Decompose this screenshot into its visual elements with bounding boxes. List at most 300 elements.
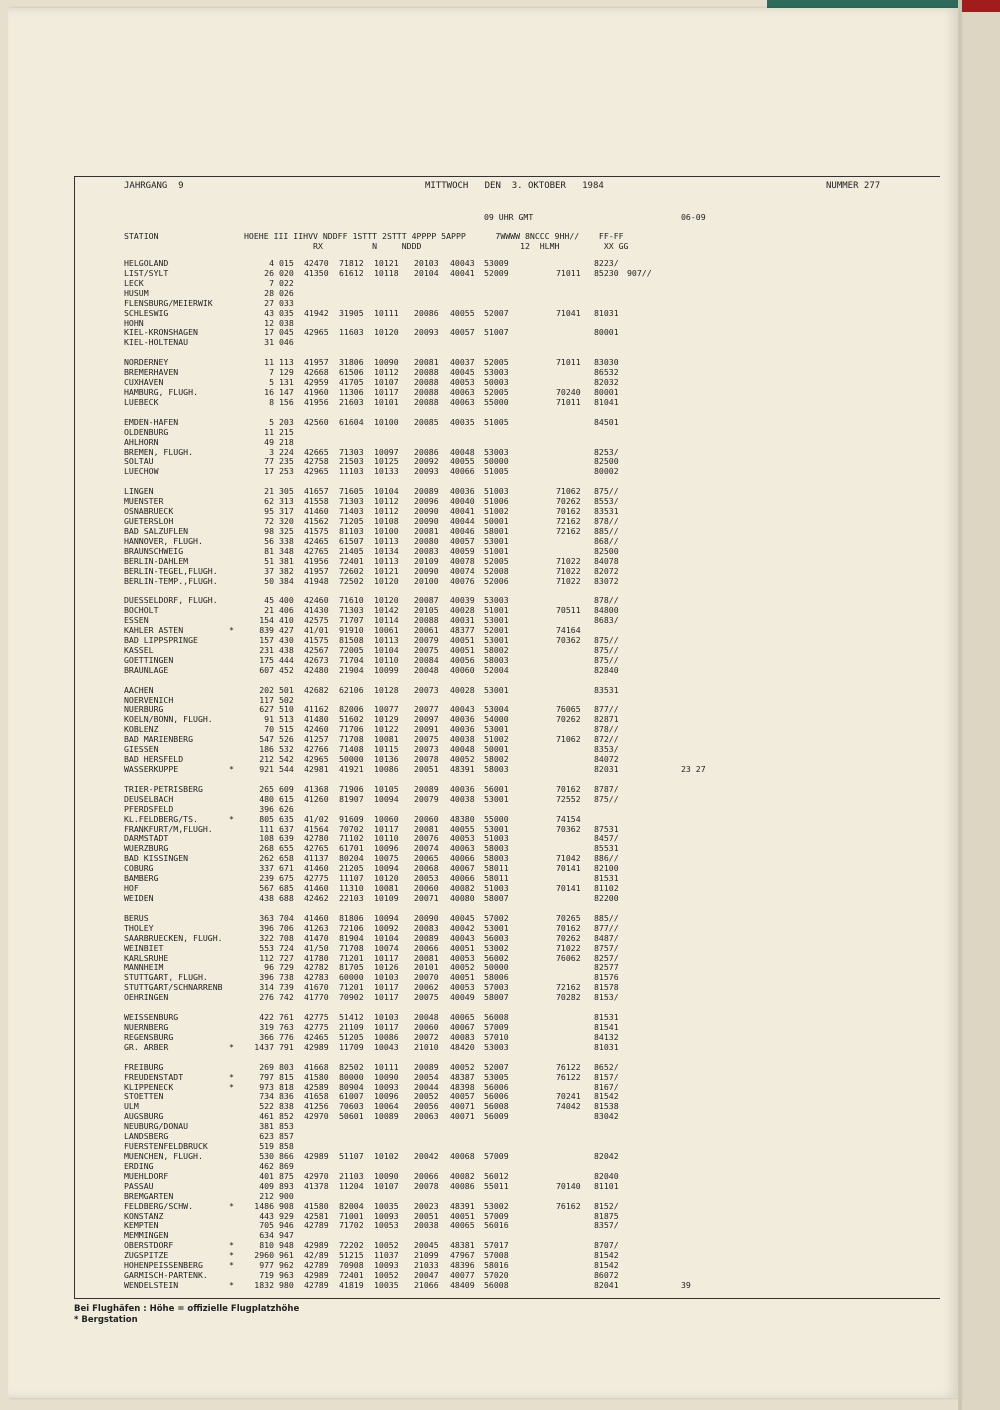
pressure-group: 40076 (450, 575, 475, 586)
station-name: BAD MARIENBERG (124, 734, 194, 745)
dewpoint-group: 20088 (414, 367, 439, 378)
dewpoint-group: 20075 (414, 734, 439, 745)
station-height: 553 (259, 942, 274, 953)
station-height: 607 (259, 664, 274, 675)
cloud-type-group: 81875 (594, 1210, 619, 1221)
dewpoint-group: 20081 (414, 823, 439, 834)
station-name: NORDERNEY (124, 357, 169, 368)
temperature-group: 10134 (374, 545, 399, 556)
dewpoint-group: 20076 (414, 833, 439, 844)
weather-group: 71011 (556, 396, 581, 407)
cloud-group: 41658 (304, 1091, 329, 1102)
station-number: 763 (279, 1021, 294, 1032)
dewpoint-group: 20089 (414, 486, 439, 497)
station-name: WUERZBURG (124, 843, 169, 854)
temperature-group: 10120 (374, 873, 399, 884)
cloud-group: 42970 (304, 1170, 329, 1181)
tendency-group: 56012 (484, 1170, 509, 1181)
tendency-group: 50000 (484, 962, 509, 973)
tendency-group: 58011 (484, 873, 509, 884)
cloud-group: 41670 (304, 982, 329, 993)
station-height: 231 (259, 644, 274, 655)
dewpoint-group: 20038 (414, 1220, 439, 1231)
station-number: 739 (279, 982, 294, 993)
wind-group: 31905 (339, 307, 364, 318)
dewpoint-group: 20085 (414, 416, 439, 427)
cloud-type-group: 87531 (594, 823, 619, 834)
wind-group: 81907 (339, 793, 364, 804)
tendency-group: 56006 (484, 1091, 509, 1102)
pressure-group: 40055 (450, 456, 475, 467)
temperature-group: 10120 (374, 595, 399, 606)
mountain-marker: * (229, 1071, 234, 1082)
station-name: STOETTEN (124, 1091, 164, 1102)
station-number: 675 (279, 873, 294, 884)
station-height: 239 (259, 873, 274, 884)
cloud-group: 42465 (304, 1031, 329, 1042)
station-name: KL.FELDBERG/TS. (124, 813, 198, 824)
station-name: HAMBURG, FLUGH. (124, 386, 198, 397)
dewpoint-group: 20087 (414, 595, 439, 606)
station-height: 5 (269, 416, 274, 427)
wind-group: 80204 (339, 853, 364, 864)
wind-group: 11103 (339, 466, 364, 477)
station-name: GARMISCH-PARTENK. (124, 1270, 208, 1281)
cloud-group: 42480 (304, 664, 329, 675)
station-name: ULM (124, 1101, 139, 1112)
station-name: KEMPTEN (124, 1220, 159, 1231)
cloud-type-group: 81576 (594, 972, 619, 983)
pressure-group: 40055 (450, 823, 475, 834)
station-height: 77 (264, 456, 274, 467)
cloud-group: 42789 (304, 1279, 329, 1290)
tendency-group: 56009 (484, 1111, 509, 1122)
station-number: 501 (279, 684, 294, 695)
station-height: 95 (264, 506, 274, 517)
station-height: 17 (264, 466, 274, 477)
weather-group: 76162 (556, 1200, 581, 1211)
station-name: FELDBERG/SCHW. (124, 1200, 194, 1211)
tendency-group: 53001 (484, 684, 509, 695)
dewpoint-group: 20051 (414, 1210, 439, 1221)
station-number: 838 (279, 1101, 294, 1112)
wind-group: 82004 (339, 1200, 364, 1211)
pressure-group: 40051 (450, 972, 475, 983)
temperature-group: 10060 (374, 813, 399, 824)
station-name: DEUSELBACH (124, 793, 174, 804)
pressure-group: 40037 (450, 357, 475, 368)
station-name: WASSERKUPPE (124, 764, 179, 775)
pressure-group: 40068 (450, 1150, 475, 1161)
tendency-group: 50003 (484, 377, 509, 388)
cloud-type-group: 82871 (594, 714, 619, 725)
tendency-group: 53002 (484, 1200, 509, 1211)
pressure-group: 40077 (450, 1270, 475, 1281)
station-height: 547 (259, 734, 274, 745)
temperature-group: 10093 (374, 1210, 399, 1221)
station-name: THOLEY (124, 922, 154, 933)
cloud-type-group: 877// (594, 704, 619, 715)
pressure-group: 40082 (450, 1170, 475, 1181)
station-name: MEMMINGEN (124, 1230, 169, 1241)
station-number: 818 (279, 1081, 294, 1092)
tendency-group: 50000 (484, 456, 509, 467)
cloud-group: 42970 (304, 1111, 329, 1122)
pressure-group: 40028 (450, 605, 475, 616)
pressure-group: 47967 (450, 1250, 475, 1261)
cloud-type-group: 82200 (594, 893, 619, 903)
wind-group: 11306 (339, 386, 364, 397)
dewpoint-group: 20073 (414, 744, 439, 755)
tendency-group: 57009 (484, 1150, 509, 1161)
station-height: 337 (259, 863, 274, 874)
weather-group: 71062 (556, 734, 581, 745)
wind-group: 41705 (339, 377, 364, 388)
station-height: 111 (259, 823, 274, 834)
cloud-group: 41256 (304, 1101, 329, 1112)
dewpoint-group: 20083 (414, 922, 439, 933)
tendency-group: 53001 (484, 922, 509, 933)
station-height: 269 (259, 1061, 274, 1072)
cloud-type-group: 83531 (594, 506, 619, 517)
dewpoint-group: 20092 (414, 456, 439, 467)
station-height: 805 (259, 813, 274, 824)
cloud-type-group: 82041 (594, 1279, 619, 1290)
pressure-group: 40039 (450, 595, 475, 606)
dewpoint-group: 20105 (414, 605, 439, 616)
station-number: 639 (279, 833, 294, 844)
station-name: FUERSTENFELDBRUCK (124, 1141, 208, 1152)
tendency-group: 55011 (484, 1180, 509, 1191)
cloud-group: 42682 (304, 684, 329, 695)
mountain-marker: * (229, 1250, 234, 1261)
station-height: 56 (264, 535, 274, 546)
station-height: 4 (269, 258, 274, 268)
weather-group: 70262 (556, 496, 581, 507)
wind-group: 71610 (339, 595, 364, 606)
station-name: BREMGARTEN (124, 1190, 174, 1201)
gust-group: 23 27 (681, 764, 706, 775)
cloud-type-group: 84078 (594, 555, 619, 566)
cloud-group: 41263 (304, 922, 329, 933)
station-height: 175 (259, 654, 274, 665)
weather-group: 70141 (556, 883, 581, 894)
wind-group: 50601 (339, 1111, 364, 1122)
station-name: REGENSBURG (124, 1031, 174, 1042)
dewpoint-group: 20090 (414, 565, 439, 576)
station-height: 21 (264, 486, 274, 497)
pressure-group: 40044 (450, 515, 475, 526)
temperature-group: 10117 (374, 952, 399, 963)
wind-group: 31806 (339, 357, 364, 368)
station-height: 401 (259, 1170, 274, 1181)
station-number: 980 (279, 1279, 294, 1290)
cloud-type-group: 80002 (594, 466, 619, 477)
cloud-type-group: 8257/ (594, 952, 619, 963)
station-name: WEINBIET (124, 942, 164, 953)
temperature-group: 10035 (374, 1200, 399, 1211)
pressure-group: 40048 (450, 744, 475, 755)
station-name: OBERSTDORF (124, 1240, 174, 1251)
weather-group: 72162 (556, 982, 581, 993)
cloud-group: 42989 (304, 1150, 329, 1161)
station-height: 202 (259, 684, 274, 695)
dewpoint-group: 20100 (414, 575, 439, 586)
temperature-group: 10117 (374, 1021, 399, 1032)
station-number: 962 (279, 1260, 294, 1271)
cloud-group: 41/02 (304, 813, 329, 824)
dewpoint-group: 20066 (414, 1170, 439, 1181)
wind-group: 72602 (339, 565, 364, 576)
dewpoint-group: 20075 (414, 992, 439, 1003)
tendency-group: 51003 (484, 486, 509, 497)
tendency-group: 53005 (484, 1071, 509, 1082)
footnote-mountain-station: * Bergstation (74, 1315, 138, 1325)
temperature-group: 10100 (374, 416, 399, 427)
station-name: ZUGSPITZE (124, 1250, 169, 1261)
station-number: 410 (279, 615, 294, 626)
station-number: 035 (279, 307, 294, 318)
cloud-group: 42462 (304, 893, 329, 903)
dewpoint-group: 20065 (414, 853, 439, 864)
weather-group: 70162 (556, 506, 581, 517)
station-name: SAARBRUECKEN, FLUGH. (124, 932, 223, 943)
tendency-group: 57002 (484, 912, 509, 923)
cloud-group: 41460 (304, 912, 329, 923)
station-height: 973 (259, 1081, 274, 1092)
mountain-marker: * (229, 1041, 234, 1052)
pressure-group: 40051 (450, 635, 475, 646)
station-name: AACHEN (124, 684, 154, 695)
temperature-group: 10092 (374, 922, 399, 933)
pressure-group: 40048 (450, 446, 475, 457)
station-name: LECK (124, 277, 144, 288)
temperature-group: 10112 (374, 367, 399, 378)
temperature-group: 10111 (374, 307, 399, 318)
station-number: 742 (279, 992, 294, 1003)
temperature-group: 10107 (374, 1180, 399, 1191)
wind-group: 70908 (339, 1260, 364, 1271)
weather-group: 71022 (556, 942, 581, 953)
station-height: 2960 (254, 1250, 274, 1261)
tendency-group: 52004 (484, 664, 509, 675)
dewpoint-group: 20093 (414, 327, 439, 338)
pressure-group: 40066 (450, 853, 475, 864)
station-name: BERLIN-TEMP.,FLUGH. (124, 575, 218, 586)
station-name: BAMBERG (124, 873, 159, 884)
cloud-group: 42668 (304, 367, 329, 378)
cloud-type-group: 81531 (594, 1012, 619, 1023)
wind-group: 11310 (339, 883, 364, 894)
cloud-group: 41558 (304, 496, 329, 507)
station-number: 131 (279, 377, 294, 388)
station-name: BAD LIPPSPRINGE (124, 635, 198, 646)
cloud-type-group: 81578 (594, 982, 619, 993)
pressure-group: 40057 (450, 327, 475, 338)
pressure-group: 40049 (450, 992, 475, 1003)
dewpoint-group: 20101 (414, 962, 439, 973)
dewpoint-group: 20088 (414, 377, 439, 388)
cloud-group: 41562 (304, 515, 329, 526)
station-name: HUSUM (124, 287, 149, 298)
station-height: 49 (264, 436, 274, 447)
dewpoint-group: 21066 (414, 1279, 439, 1290)
dewpoint-group: 20062 (414, 982, 439, 993)
station-height: 7 (269, 277, 274, 288)
station-name: KOELN/BONN, FLUGH. (124, 714, 213, 725)
cloud-group: 42965 (304, 466, 329, 477)
station-name: LUEBECK (124, 396, 159, 407)
wind-group: 21205 (339, 863, 364, 874)
cloud-type-group: 886// (594, 853, 619, 864)
pressure-group: 40067 (450, 1021, 475, 1032)
station-height: 5 (269, 377, 274, 388)
temperature-group: 10120 (374, 575, 399, 586)
temperature-group: 10110 (374, 833, 399, 844)
wind-group: 11107 (339, 873, 364, 884)
dewpoint-group: 20093 (414, 466, 439, 477)
weather-group: 70362 (556, 823, 581, 834)
wind-group: 71708 (339, 734, 364, 745)
cloud-group: 41780 (304, 952, 329, 963)
temperature-group: 10109 (374, 893, 399, 903)
wind-group: 61604 (339, 416, 364, 427)
cloud-type-group: 81101 (594, 1180, 619, 1191)
cloud-type-group: 82500 (594, 456, 619, 467)
station-name: BOCHOLT (124, 605, 159, 616)
wind-group: 51412 (339, 1012, 364, 1023)
temperature-group: 10117 (374, 982, 399, 993)
station-number: 615 (279, 793, 294, 804)
station-name: STUTTGART/SCHNARRENB (124, 982, 223, 993)
temperature-group: 10126 (374, 962, 399, 973)
tendency-group: 58001 (484, 525, 509, 536)
dewpoint-group: 20023 (414, 1200, 439, 1211)
dewpoint-group: 20090 (414, 506, 439, 517)
station-number: 382 (279, 565, 294, 576)
pressure-group: 40083 (450, 1031, 475, 1042)
dewpoint-group: 20066 (414, 942, 439, 953)
station-name: OLDENBURG (124, 426, 169, 437)
cloud-group: 42782 (304, 962, 329, 973)
wind-group: 71605 (339, 486, 364, 497)
cloud-type-group: 82032 (594, 377, 619, 388)
station-height: 50 (264, 575, 274, 586)
station-name: COBURG (124, 863, 154, 874)
cloud-type-group: 82072 (594, 565, 619, 576)
cloud-type-group: 81541 (594, 1021, 619, 1032)
cloud-group: 42460 (304, 595, 329, 606)
cloud-type-group: 80001 (594, 327, 619, 338)
station-name: MANNHEIM (124, 962, 164, 973)
temperature-group: 10104 (374, 644, 399, 655)
cloud-type-group: 8787/ (594, 783, 619, 794)
cloud-type-group: 86532 (594, 367, 619, 378)
station-number: 869 (279, 1160, 294, 1171)
tendency-group: 52005 (484, 357, 509, 368)
pressure-group: 40042 (450, 922, 475, 933)
station-height: 16 (264, 386, 274, 397)
cloud-type-group: 8357/ (594, 1220, 619, 1231)
station-height: 28 (264, 287, 274, 298)
station-name: MUENSTER (124, 496, 164, 507)
wind-group: 51205 (339, 1031, 364, 1042)
station-height: 734 (259, 1091, 274, 1102)
station-name: HOF (124, 883, 139, 894)
temperature-group: 10103 (374, 972, 399, 983)
wind-group: 61612 (339, 267, 364, 278)
pressure-group: 40078 (450, 555, 475, 566)
station-height: 839 (259, 625, 274, 636)
cloud-type-group: 878// (594, 595, 619, 606)
station-number: 224 (279, 446, 294, 457)
dewpoint-group: 20086 (414, 307, 439, 318)
station-number: 313 (279, 496, 294, 507)
dewpoint-group: 20088 (414, 615, 439, 626)
weather-group: 74164 (556, 625, 581, 636)
temperature-group: 10094 (374, 863, 399, 874)
wind-group: 71704 (339, 654, 364, 665)
station-name: OSNABRUECK (124, 506, 174, 517)
station-height: 3 (269, 446, 274, 457)
station-number: 609 (279, 783, 294, 794)
station-number: 317 (279, 506, 294, 517)
cloud-type-group: 875// (594, 486, 619, 497)
station-height: 212 (259, 754, 274, 765)
station-height: 627 (259, 704, 274, 715)
cloud-group: 42673 (304, 654, 329, 665)
cloud-type-group: 8353/ (594, 744, 619, 755)
tendency-group: 57020 (484, 1270, 509, 1281)
station-height: 70 (264, 724, 274, 735)
temperature-group: 10107 (374, 377, 399, 388)
station-height: 322 (259, 932, 274, 943)
cloud-type-group: 83042 (594, 1111, 619, 1122)
dewpoint-group: 20104 (414, 267, 439, 278)
cloud-type-group: 877// (594, 922, 619, 933)
temperature-group: 10090 (374, 1170, 399, 1181)
wind-group: 82502 (339, 1061, 364, 1072)
cloud-type-group: 8487/ (594, 932, 619, 943)
pressure-group: 48387 (450, 1071, 475, 1082)
station-number: 046 (279, 337, 294, 348)
temperature-group: 10114 (374, 615, 399, 626)
dewpoint-group: 20097 (414, 714, 439, 725)
cloud-group: 41137 (304, 853, 329, 864)
tendency-group: 52007 (484, 1061, 509, 1072)
tendency-group: 58002 (484, 644, 509, 655)
cloud-type-group: 8683/ (594, 615, 619, 626)
station-name: BERLIN-DAHLEM (124, 555, 189, 566)
cloud-group: 42665 (304, 446, 329, 457)
dewpoint-group: 20052 (414, 1091, 439, 1102)
wind-group: 41819 (339, 1279, 364, 1290)
wind-group: 71102 (339, 833, 364, 844)
cloud-type-group: 885// (594, 525, 619, 536)
cloud-group: 41368 (304, 783, 329, 794)
wind-group: 71706 (339, 724, 364, 735)
station-height: 37 (264, 565, 274, 576)
wind-group: 21603 (339, 396, 364, 407)
station-height: 11 (264, 357, 274, 368)
temperature-group: 10117 (374, 386, 399, 397)
station-number: 020 (279, 267, 294, 278)
tendency-group: 51001 (484, 605, 509, 616)
temperature-group: 10117 (374, 992, 399, 1003)
temperature-group: 10125 (374, 456, 399, 467)
station-number: 400 (279, 595, 294, 606)
station-name: BREMERHAVEN (124, 367, 179, 378)
